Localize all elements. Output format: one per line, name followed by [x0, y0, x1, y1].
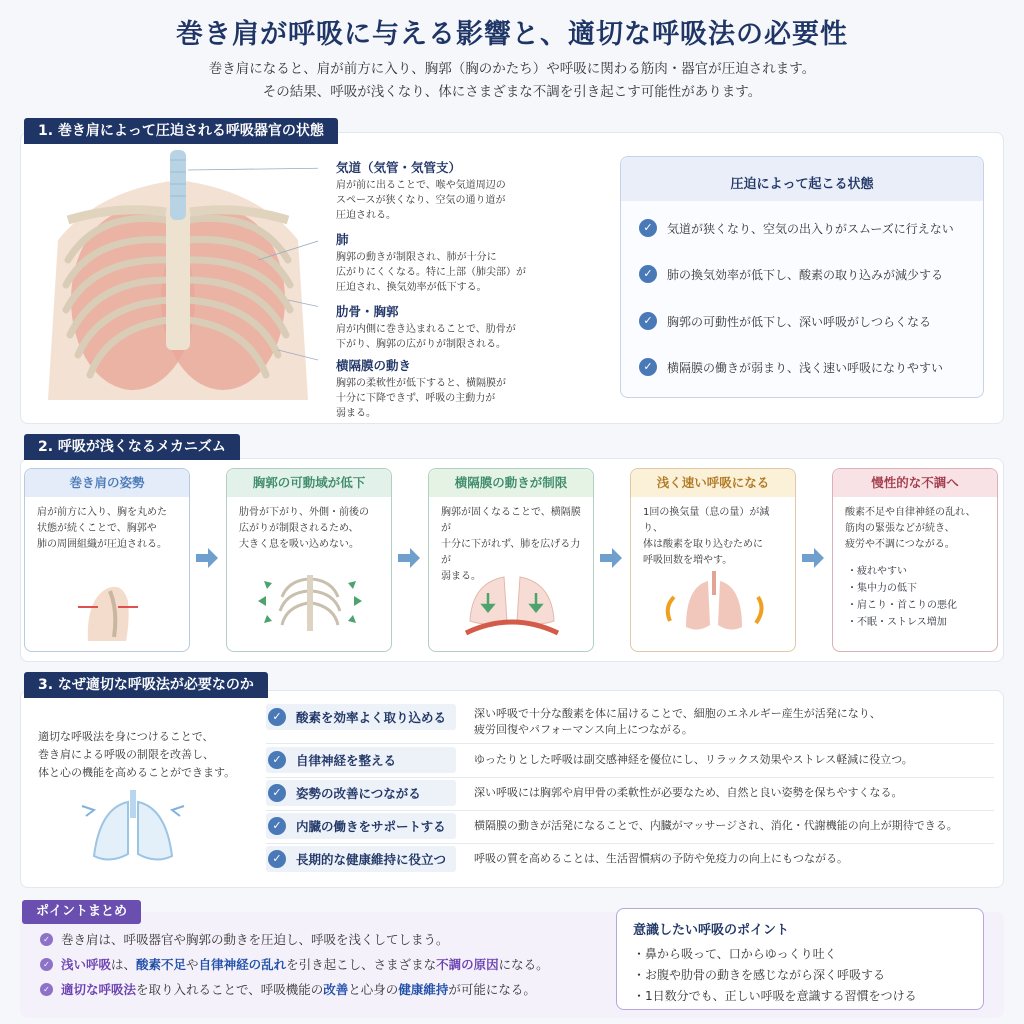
state-item: ✓ 気道が狭くなり、空気の出入りがスムーズに行えない — [639, 219, 979, 237]
intro-line: その結果、呼吸が浅くなり、体にさまざまな不調を引き起こす可能性があります。 — [262, 84, 762, 100]
step-title: 慢性的な不調へ — [833, 469, 997, 497]
anatomy-desc: スペースが狭くなり、空気の通り道が — [336, 195, 506, 206]
mechanism-step-rib-mobility: 胸郭の可動域が低下 肋骨が下がり、外側・前後の 広がりが制限されるため、 大きく息を吸い込めない。 — [226, 468, 392, 652]
check-icon: ✓ — [40, 933, 53, 946]
anatomy-desc: 弱まる。 — [336, 408, 376, 419]
summary-heading: ポイントまとめ — [22, 900, 141, 924]
benefit-desc: 深い呼吸には胸郭や肩甲骨の柔軟性が必要なため、自然と良い姿勢を保ちやすくなる。 — [474, 786, 903, 799]
benefit-title: ✓ 自律神経を整える — [266, 747, 456, 773]
summary-text: を取り入れることで、呼吸機能の — [136, 982, 324, 997]
summary-text: 巻き肩は、呼吸器官や胸郭の動きを圧迫し、呼吸を浅くしてしまう。 — [61, 932, 449, 947]
benefit-desc: 深い呼吸で十分な酸素を体に届けることで、細胞のエネルギー産生が活発になり、 疲労回復やパフォーマンス向上につながる。 — [474, 707, 881, 736]
divider — [266, 843, 994, 844]
anatomy-title: 横隔膜の動き — [336, 358, 412, 373]
anatomy-desc: 広がりにくくなる。特に上部（肺尖部）が — [336, 267, 526, 278]
section1-heading: 1. 巻き肩によって圧迫される呼吸器官の状態 — [24, 118, 338, 144]
step-title: 巻き肩の姿勢 — [25, 469, 189, 497]
benefit-title: ✓ 長期的な健康維持に役立つ — [266, 846, 456, 872]
check-icon: ✓ — [639, 219, 657, 237]
summary-text: 自律神経の乱れ — [198, 957, 287, 972]
summary-text: 適切な呼吸法 — [61, 982, 137, 997]
anatomy-title: 気道（気管・気管支） — [336, 160, 462, 175]
section2-heading: 2. 呼吸が浅くなるメカニズム — [24, 434, 240, 460]
step-title: 横隔膜の動きが制限 — [429, 469, 593, 497]
anatomy-desc: 圧迫される。 — [336, 210, 396, 221]
summary-text: 健康維持 — [398, 982, 449, 997]
tips-title: 意識したい呼吸のポイント — [633, 923, 790, 938]
check-icon: ✓ — [268, 784, 286, 802]
check-icon: ✓ — [268, 751, 286, 769]
intro-line: 巻き肩になると、肩が前方に入り、胸郭（胸のかたち）や呼吸に関わる筋肉・器官が圧迫されます。 — [208, 61, 816, 77]
anatomy-diaphragm — [336, 356, 536, 421]
summary-item — [40, 930, 449, 948]
tip-item: ・鼻から吸って、口からゆっくり吐く — [633, 947, 837, 961]
symptom-item: ・集中力の低下 — [847, 583, 917, 594]
benefit-desc: ゆったりとした呼吸は副交感神経を優位にし、リラックス効果やストレス軽減に役立つ。 — [474, 753, 913, 766]
summary-text: が可能になる。 — [448, 982, 536, 997]
anatomy-title: 肋骨・胸郭 — [336, 304, 399, 319]
divider — [266, 743, 994, 744]
arrow-right-icon — [600, 548, 622, 568]
state-item: ✓ 肺の換気効率が低下し、酸素の取り込みが減少する — [639, 265, 979, 283]
benefit-title: ✓ 姿勢の改善につながる — [266, 780, 456, 806]
check-icon: ✓ — [639, 265, 657, 283]
summary-text: 不調の原因 — [436, 957, 499, 972]
lungs-icon — [78, 790, 188, 870]
compression-state-box — [620, 156, 984, 398]
symptom-item: ・疲れやすい — [847, 566, 907, 577]
mechanism-step-diaphragm: 横隔膜の動きが制限 胸郭が固くなることで、横隔膜が 十分に下がれず、肺を広げる力が 弱まる。 — [428, 468, 594, 652]
arrow-right-icon — [398, 548, 420, 568]
tip-item: ・1日数分でも、正しい呼吸を意識する習慣をつける — [633, 989, 917, 1003]
ribcage-icon — [250, 571, 370, 641]
check-icon: ✓ — [268, 817, 286, 835]
anatomy-title: 肺 — [336, 232, 349, 247]
summary-text: は、 — [111, 957, 137, 972]
intro-text — [0, 58, 1024, 104]
mechanism-step-shallow-breathing: 浅く速い呼吸になる 1回の換気量（息の量）が減り、 体は酸素を取り込むために 呼吸回数を増やす。 — [630, 468, 796, 652]
step-title: 胸郭の可動域が低下 — [227, 469, 391, 497]
check-icon: ✓ — [40, 958, 53, 971]
summary-text: を引き起こし、さまざまな — [286, 957, 437, 972]
mechanism-step-chronic-issues: 慢性的な不調へ 酸素不足や自律神経の乱れ、 筋肉の緊張などが続き、 疲労や不調につながる。 ・疲れやすい ・集中力の低下 ・肩こり・首こりの悪化 ・不眠・ストレス増加 — [832, 468, 998, 652]
summary-text: になる。 — [498, 957, 549, 972]
summary-text: 浅い呼吸 — [61, 957, 112, 972]
check-icon: ✓ — [40, 983, 53, 996]
divider — [266, 810, 994, 811]
symptom-item: ・肩こり・首こりの悪化 — [847, 600, 957, 611]
anatomy-desc: 圧迫され、換気効率が低下する。 — [336, 282, 487, 293]
summary-item — [40, 955, 549, 973]
anatomy-ribs — [336, 302, 536, 352]
anatomy-desc: 肩が内側に巻き込まれることで、肋骨が — [336, 324, 516, 335]
page-title: 巻き肩が呼吸に与える影響と、適切な呼吸法の必要性 — [176, 19, 848, 50]
anatomy-desc: 下がり、胸郭の広がりが制限される。 — [336, 339, 506, 350]
posture-icon — [48, 571, 168, 641]
step-title: 浅く速い呼吸になる — [631, 469, 795, 497]
summary-item — [40, 980, 536, 998]
symptom-item: ・不眠・ストレス増加 — [847, 617, 947, 628]
state-item: ✓ 横隔膜の働きが弱まり、浅く速い呼吸になりやすい — [639, 358, 979, 376]
anatomy-trachea — [336, 158, 536, 223]
check-icon: ✓ — [268, 708, 286, 726]
state-box-title: 圧迫によって起こる状態 — [621, 157, 983, 201]
section3-heading: 3. なぜ適切な呼吸法が必要なのか — [24, 672, 268, 698]
anatomy-desc: 胸郭の動きが制限され、肺が十分に — [336, 252, 497, 263]
benefit-title: ✓ 酸素を効率よく取り込める — [266, 704, 456, 730]
anatomy-desc: 肩が前に出ることで、喉や気道周辺の — [336, 180, 506, 191]
check-icon: ✓ — [639, 358, 657, 376]
state-item: ✓ 胸郭の可動性が低下し、深い呼吸がしつらくなる — [639, 312, 979, 330]
breathing-tips-box — [616, 908, 984, 1010]
mechanism-step-posture: 巻き肩の姿勢 肩が前方に入り、胸を丸めた 状態が続くことで、胸郭や 肺の周囲組織が圧迫される。 — [24, 468, 190, 652]
anatomy-desc: 十分に下降できず、呼吸の主動力が — [336, 393, 496, 404]
summary-text: 酸素不足 — [136, 957, 187, 972]
ribcage-illustration — [38, 150, 318, 400]
summary-text: や — [186, 957, 199, 972]
arrow-right-icon — [196, 548, 218, 568]
tip-item: ・お腹や肋骨の動きを感じながら深く呼吸する — [633, 968, 886, 982]
anatomy-lungs — [336, 230, 536, 295]
check-icon: ✓ — [639, 312, 657, 330]
anatomy-desc: 胸郭の柔軟性が低下すると、横隔膜が — [336, 378, 506, 389]
check-icon: ✓ — [268, 850, 286, 868]
benefit-desc: 呼吸の質を高めることは、生活習慣病の予防や免疫力の向上にもつながる。 — [474, 852, 848, 865]
section3-intro: 適切な呼吸法を身につけることで、 巻き肩による呼吸の制限を改善し、 体と心の機能を高めることができます。 — [38, 730, 236, 779]
benefit-desc: 横隔膜の動きが活発になることで、内臓がマッサージされ、消化・代謝機能の向上が期待できる。 — [474, 819, 958, 832]
summary-text: と心身の — [348, 982, 399, 997]
diaphragm-icon — [452, 571, 572, 641]
summary-text: 改善 — [323, 982, 349, 997]
divider — [266, 777, 994, 778]
benefit-title: ✓ 内臓の働きをサポートする — [266, 813, 456, 839]
lungs-cycle-icon — [654, 571, 774, 641]
arrow-right-icon — [802, 548, 824, 568]
